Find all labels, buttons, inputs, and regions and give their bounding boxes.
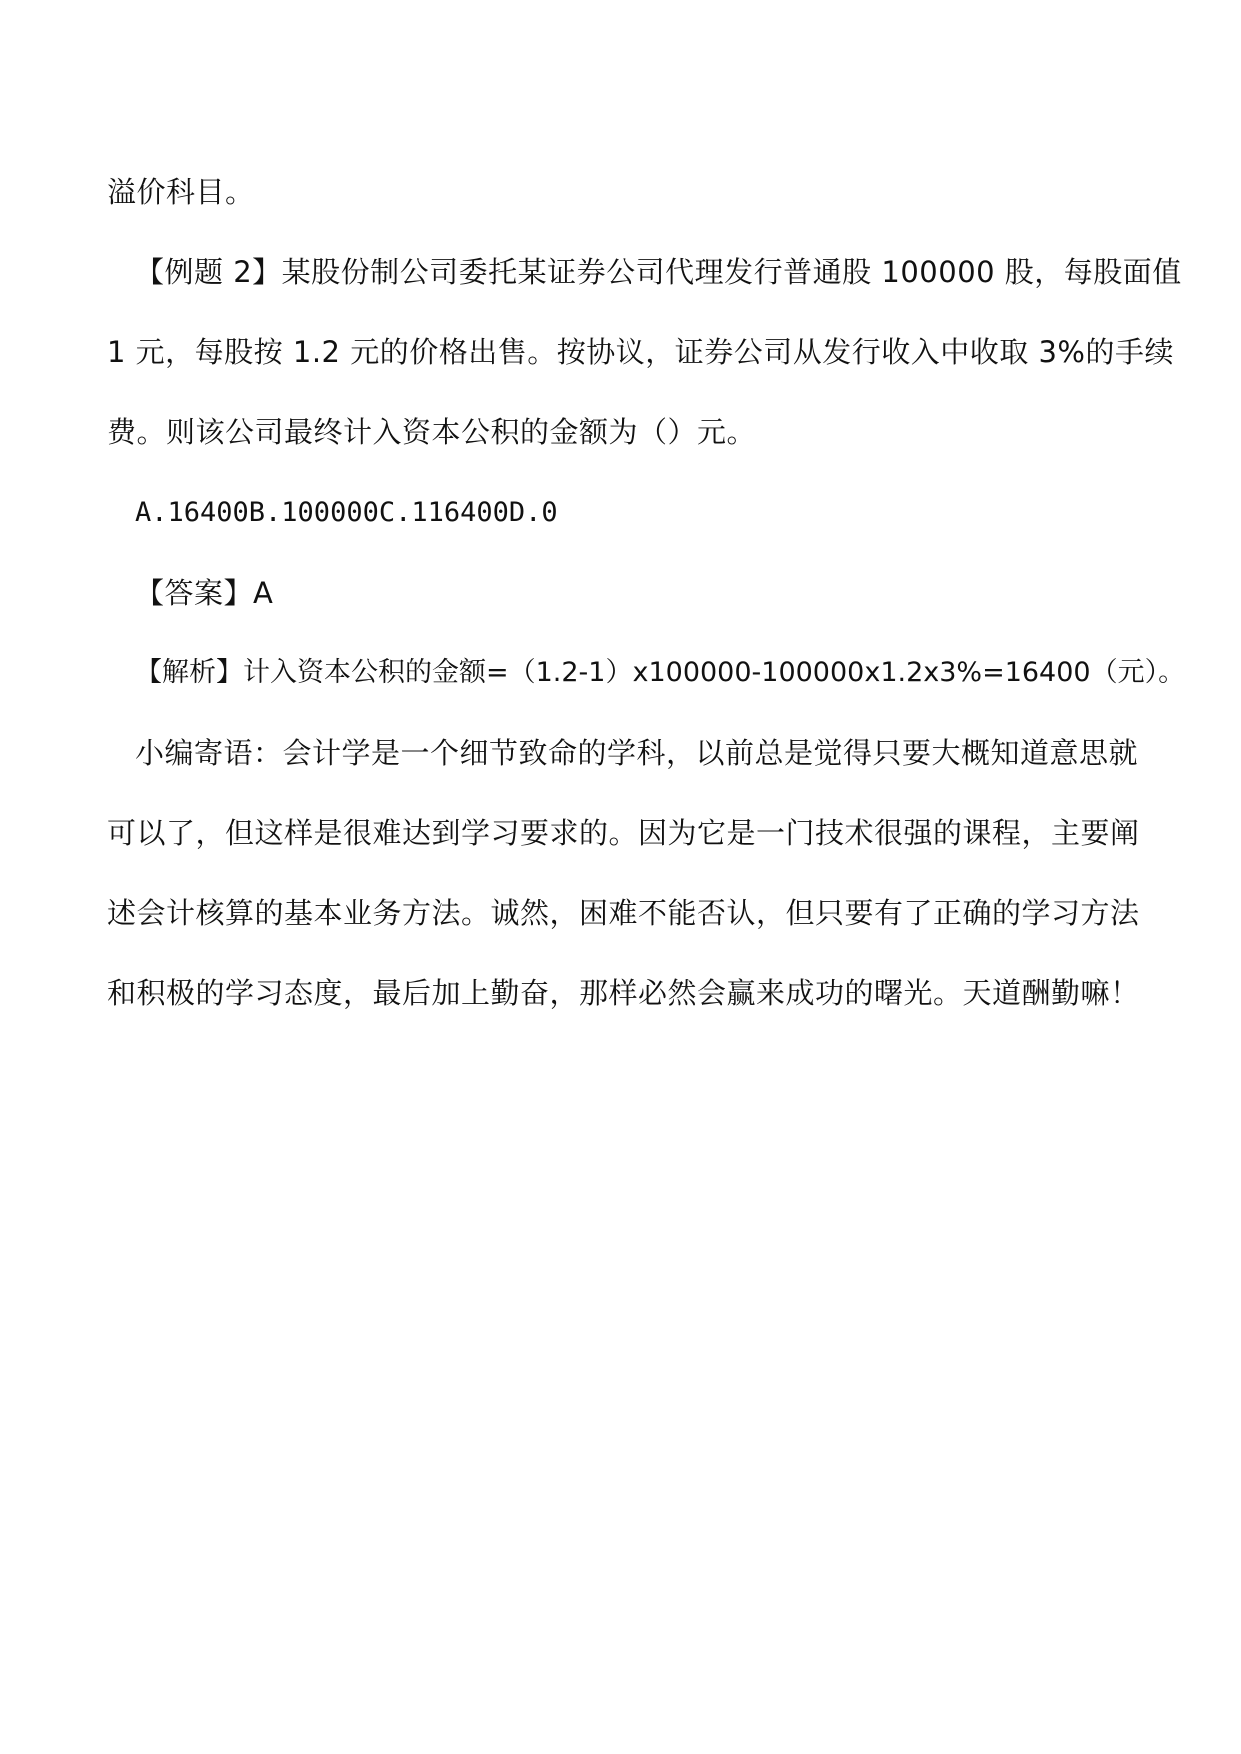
example-question-line-2: 1 元，每股按 1.2 元的价格出售。按协议，证券公司从发行收入中收取 3%的手续 [107, 335, 1174, 369]
example-question-line-3: 费。则该公司最终计入资本公积的金额为（）元。 [107, 415, 757, 449]
editor-note-line-1: 小编寄语：会计学是一个细节致命的学科，以前总是觉得只要大概知道意思就 [135, 736, 1139, 770]
editor-note-line-2: 可以了，但这样是很难达到学习要求的。因为它是一门技术很强的课程，主要阐 [107, 816, 1140, 850]
explanation-line: 【解析】计入资本公积的金额=（1.2-1）x100000-100000x1.2x3%=16400（元）。 [135, 657, 1186, 688]
editor-note-line-4: 和积极的学习态度，最后加上勤奋，那样必然会赢来成功的曙光。天道酬勤嘛！ [107, 976, 1140, 1010]
answer-line: 【答案】A [135, 576, 274, 610]
answer-options: A.16400B.100000C.116400D.0 [135, 497, 558, 528]
example-question-line-1: 【例题 2】某股份制公司委托某证券公司代理发行普通股 100000 股，每股面值 [135, 255, 1182, 289]
text-line-1: 溢价科目。 [107, 175, 255, 209]
editor-note-line-3: 述会计核算的基本业务方法。诚然，困难不能否认，但只要有了正确的学习方法 [107, 896, 1140, 930]
